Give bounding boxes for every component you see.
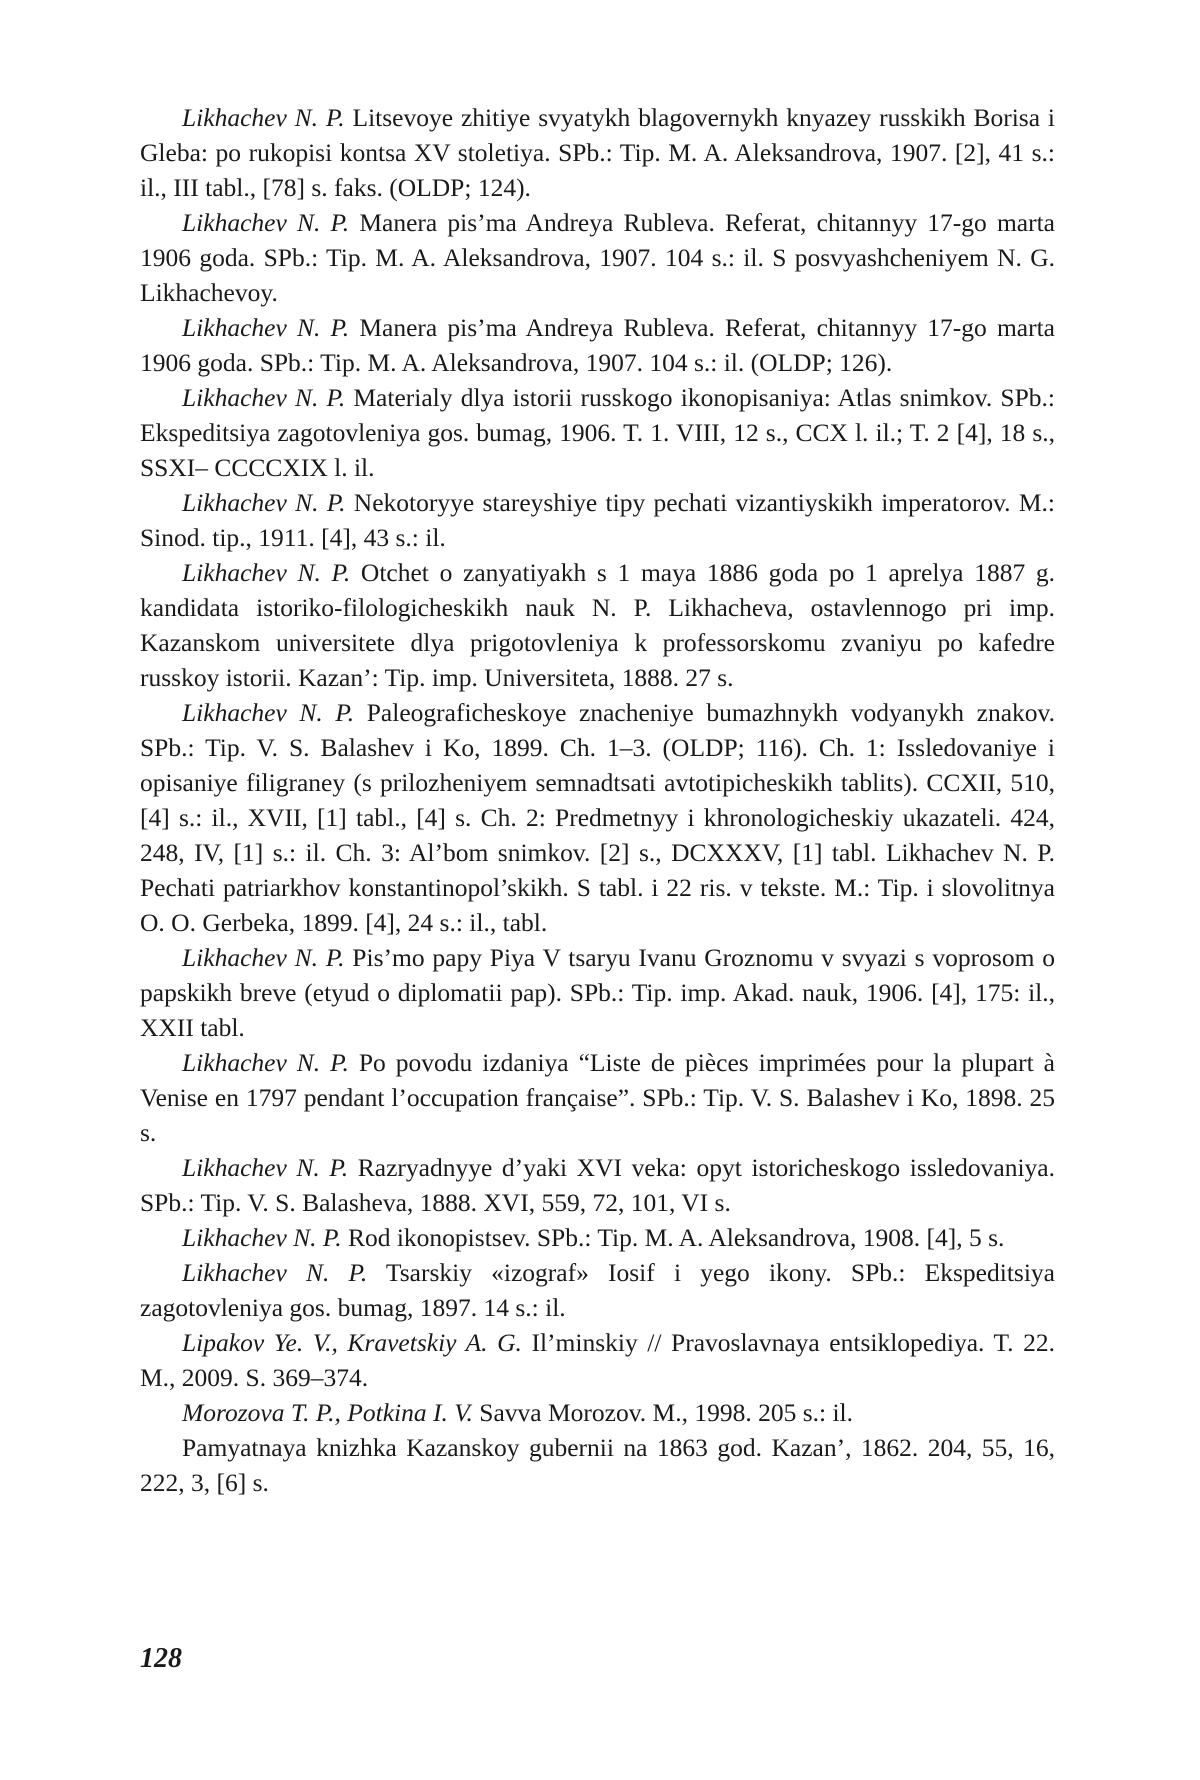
bibliography-entry [140, 485, 1055, 555]
entry-author: Likhachev N. P. [182, 1048, 349, 1077]
bibliography-entry [140, 1255, 1055, 1325]
bibliography-entry [140, 1395, 1055, 1430]
entry-text: Rod ikonopistsev. SPb.: Tip. M. A. Aleksandrova, 1908. [4], 5 s. [341, 1223, 1005, 1252]
entry-text: Litsevoye zhitiye svyatykh blagovernykh knyazey russkikh Borisa i Gleba: po rukopisi kontsa XV stoletiya. SPb.: Tip. M. A. Aleksandrova, 1907. [2], 41 s.: il., III tabl., [78] s. faks. (OLDP; 124). [140, 103, 1055, 202]
entry-text: Razryadnyye d’yaki XVI veka: opyt istoricheskogo issledovaniya. SPb.: Tip. V. S. Balasheva, 1888. XVI, 559, 72, 101, VI s. [140, 1153, 1055, 1217]
entry-text: Tsarskiy «izograf» Iosif i yego ikony. SPb.: Ekspeditsiya zagotovleniya gos. bumag, 1897. 14 s.: il. [140, 1258, 1055, 1322]
entry-author: Likhachev N. P. [182, 1223, 342, 1252]
bibliography-entry [140, 1430, 1055, 1500]
entry-text: Manera pis’ma Andreya Rubleva. Referat, chitannyy 17-go marta 1906 goda. SPb.: Tip. M. A. Aleksandrova, 1907. 104 s.: il. S posvyashcheniyem N. G. Likhachevoy. [140, 208, 1055, 307]
bibliography-entry [140, 695, 1055, 940]
bibliography-entry [140, 940, 1055, 1045]
entry-author: Likhachev N. P. [182, 208, 350, 237]
bibliography-entry [140, 555, 1055, 695]
entry-author: Likhachev N. P. [182, 1258, 368, 1287]
entry-text: Po povodu izdaniya “Liste de pièces imprimées pour la plupart à Venise en 1797 pendant l’occupation française”. SPb.: Tip. V. S. Balashev i Ko, 1898. 25 s. [140, 1048, 1055, 1147]
bibliography-entry [140, 205, 1055, 310]
page-number: 128 [140, 1643, 182, 1674]
entry-author: Likhachev N. P. [182, 1153, 349, 1182]
entry-author: Likhachev N. P. [182, 558, 351, 587]
entry-author: Morozova T. P., Potkina I. V. [182, 1398, 473, 1427]
bibliography-list [140, 100, 1055, 1500]
entry-text: Manera pis’ma Andreya Rubleva. Referat, chitannyy 17-go marta 1906 goda. SPb.: Tip. M. A. Aleksandrova, 1907. 104 s.: il. (OLDP; 126). [140, 313, 1055, 377]
entry-text: Nekotoryye stareyshiye tipy pechati vizantiyskikh imperatorov. M.: Sinod. tip., 1911. [4], 43 s.: il. [140, 488, 1055, 552]
entry-text: Otchet o zanyatiyakh s 1 maya 1886 goda po 1 aprelya 1887 g. kandidata istoriko-filologicheskikh nauk N. P. Likhacheva, ostavlennogo pri imp. Kazanskom universitete dlya prigotovleniya k professorskomu zvaniyu po kafedre russkoy istorii. Kazan’: Tip. imp. Universiteta, 1888. 27 s. [140, 558, 1056, 692]
bibliography-entry [140, 380, 1055, 485]
bibliography-entry [140, 1150, 1055, 1220]
entry-text: Paleograficheskoye znacheniye bumazhnykh vodyanykh znakov. SPb.: Tip. V. S. Balashev i Ko, 1899. Ch. 1–3. (OLDP; 116). Ch. 1: Issledovaniye i opisaniye filigraney (s prilozheniyem semnadtsati avtotipicheskikh tablits). CCXII, 510, [4] s.: il., XVII, [1] tabl., [4] s. Ch. 2: Predmetnyy i khronologicheskiy ukazateli. 424, 248, IV, [1] s.: il. Ch. 3: Al’bom snimkov. [2] s., DCXXXV, [1] tabl. Likhachev N. P. Pechati patriarkhov konstantinopol’skikh. S tabl. i 22 ris. v tekste. M.: Tip. i slovolitnya O. O. Gerbeka, 1899. [4], 24 s.: il., tabl. [140, 698, 1055, 937]
bibliography-entry [140, 1325, 1055, 1395]
bibliography-entry [140, 310, 1055, 380]
entry-text: Pis’mo papy Piya V tsaryu Ivanu Groznomu v svyazi s voprosom o papskikh breve (etyud o diplomatii pap). SPb.: Tip. imp. Akad. nauk, 1906. [4], 175: il., XXII tabl. [140, 943, 1055, 1042]
entry-author: Likhachev N. P. [182, 103, 345, 132]
entry-text: Il’minskiy // Pravoslavnaya entsiklopediya. T. 22. M., 2009. S. 369–374. [140, 1328, 1055, 1392]
bibliography-entry [140, 1220, 1055, 1255]
entry-text: Pamyatnaya knizhka Kazanskoy gubernii na 1863 god. Kazan’, 1862. 204, 55, 16, 222, 3, [6] s. [140, 1433, 1055, 1497]
entry-author: Likhachev N. P. [182, 383, 346, 412]
bibliography-entry [140, 100, 1055, 205]
entry-author: Likhachev N. P. [182, 488, 346, 517]
entry-author: Likhachev N. P. [182, 698, 355, 727]
entry-author: Likhachev N. P. [182, 943, 345, 972]
entry-text: Savva Morozov. M., 1998. 205 s.: il. [472, 1398, 854, 1427]
entry-author: Likhachev N. P. [182, 313, 350, 342]
bibliography-entry [140, 1045, 1055, 1150]
entry-author: Lipakov Ye. V., Kravetskiy A. G. [182, 1328, 522, 1357]
entry-text: Materialy dlya istorii russkogo ikonopisaniya: Atlas snimkov. SPb.: Ekspeditsiya zagotovleniya gos. bumag, 1906. T. 1. VIII, 12 s., CCX l. il.; T. 2 [4], 18 s., SSXI– CCCCXIX l. il. [140, 383, 1055, 482]
